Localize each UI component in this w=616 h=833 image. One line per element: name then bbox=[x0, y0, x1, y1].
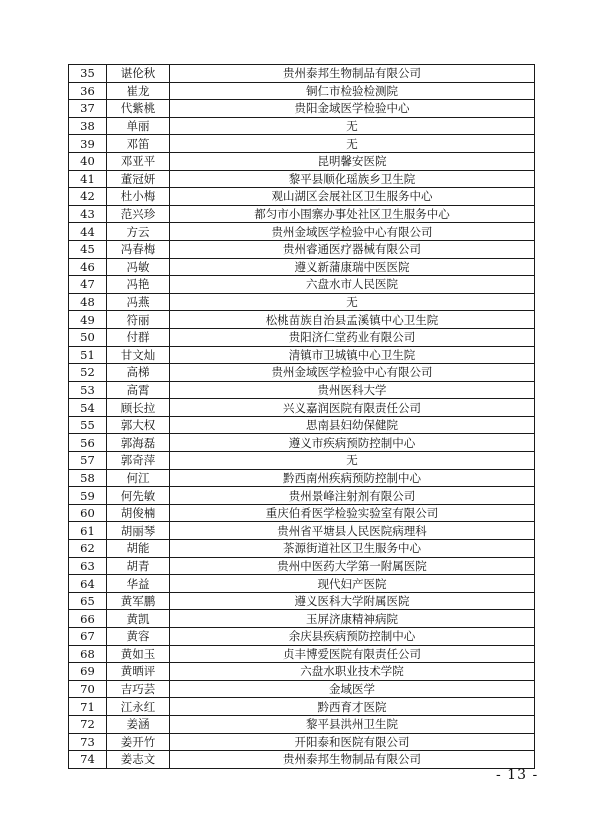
name-cell: 方云 bbox=[107, 223, 170, 241]
unit-cell: 黔西南州疾病预防控制中心 bbox=[170, 469, 535, 487]
name-cell: 郭奇萍 bbox=[107, 452, 170, 470]
unit-cell: 玉屏济康精神病院 bbox=[170, 610, 535, 628]
name-cell: 高霄 bbox=[107, 381, 170, 399]
row-number-cell: 59 bbox=[69, 487, 107, 505]
table-row bbox=[69, 381, 535, 399]
unit-cell: 铜仁市检验检测院 bbox=[170, 82, 535, 100]
table-row bbox=[69, 628, 535, 646]
table-row bbox=[69, 100, 535, 118]
table-row bbox=[69, 117, 535, 135]
table-row bbox=[69, 452, 535, 470]
name-cell: 姜涵 bbox=[107, 715, 170, 733]
name-cell: 谌伦秋 bbox=[107, 65, 170, 83]
row-number-cell: 66 bbox=[69, 610, 107, 628]
row-number-cell: 43 bbox=[69, 205, 107, 223]
unit-cell: 六盘水市人民医院 bbox=[170, 276, 535, 294]
table-row bbox=[69, 434, 535, 452]
name-cell: 姜开竹 bbox=[107, 733, 170, 751]
table-row bbox=[69, 135, 535, 153]
name-cell: 黄如玉 bbox=[107, 645, 170, 663]
table-row bbox=[69, 240, 535, 258]
roster-table bbox=[68, 64, 535, 769]
row-number-cell: 60 bbox=[69, 504, 107, 522]
name-cell: 邓笛 bbox=[107, 135, 170, 153]
unit-cell: 贵州省平塘县人民医院病理科 bbox=[170, 522, 535, 540]
table-row bbox=[69, 698, 535, 716]
unit-cell: 贵州金域医学检验中心有限公司 bbox=[170, 364, 535, 382]
row-number-cell: 56 bbox=[69, 434, 107, 452]
unit-cell: 无 bbox=[170, 452, 535, 470]
name-cell: 胡俊楠 bbox=[107, 504, 170, 522]
unit-cell: 六盘水职业技术学院 bbox=[170, 663, 535, 681]
unit-cell: 松桃苗族自治县孟溪镇中心卫生院 bbox=[170, 311, 535, 329]
unit-cell: 思南县妇幼保健院 bbox=[170, 416, 535, 434]
name-cell: 吉巧芸 bbox=[107, 680, 170, 698]
name-cell: 单丽 bbox=[107, 117, 170, 135]
table-row bbox=[69, 522, 535, 540]
table-row bbox=[69, 733, 535, 751]
unit-cell: 无 bbox=[170, 117, 535, 135]
table-row bbox=[69, 205, 535, 223]
row-number-cell: 73 bbox=[69, 733, 107, 751]
table-row bbox=[69, 328, 535, 346]
unit-cell: 无 bbox=[170, 293, 535, 311]
roster-table-container bbox=[68, 64, 534, 769]
unit-cell: 开阳泰和医院有限公司 bbox=[170, 733, 535, 751]
row-number-cell: 68 bbox=[69, 645, 107, 663]
unit-cell: 贵州景峰注射剂有限公司 bbox=[170, 487, 535, 505]
name-cell: 冯燕 bbox=[107, 293, 170, 311]
unit-cell: 金域医学 bbox=[170, 680, 535, 698]
row-number-cell: 58 bbox=[69, 469, 107, 487]
unit-cell: 贞丰博爱医院有限责任公司 bbox=[170, 645, 535, 663]
unit-cell: 贵州医科大学 bbox=[170, 381, 535, 399]
name-cell: 黄凯 bbox=[107, 610, 170, 628]
table-row bbox=[69, 346, 535, 364]
unit-cell: 黔西育才医院 bbox=[170, 698, 535, 716]
table-row bbox=[69, 82, 535, 100]
unit-cell: 茶源街道社区卫生服务中心 bbox=[170, 540, 535, 558]
table-row bbox=[69, 258, 535, 276]
row-number-cell: 54 bbox=[69, 399, 107, 417]
row-number-cell: 40 bbox=[69, 152, 107, 170]
table-row bbox=[69, 188, 535, 206]
row-number-cell: 35 bbox=[69, 65, 107, 83]
row-number-cell: 41 bbox=[69, 170, 107, 188]
unit-cell: 遵义市疾病预防控制中心 bbox=[170, 434, 535, 452]
table-row bbox=[69, 715, 535, 733]
name-cell: 黄晒评 bbox=[107, 663, 170, 681]
row-number-cell: 51 bbox=[69, 346, 107, 364]
row-number-cell: 70 bbox=[69, 680, 107, 698]
table-row bbox=[69, 610, 535, 628]
unit-cell: 贵州睿通医疗器械有限公司 bbox=[170, 240, 535, 258]
table-row bbox=[69, 487, 535, 505]
row-number-cell: 36 bbox=[69, 82, 107, 100]
roster-table-body bbox=[69, 65, 535, 769]
row-number-cell: 62 bbox=[69, 540, 107, 558]
name-cell: 胡能 bbox=[107, 540, 170, 558]
table-row bbox=[69, 540, 535, 558]
name-cell: 冯艳 bbox=[107, 276, 170, 294]
name-cell: 何江 bbox=[107, 469, 170, 487]
name-cell: 黄容 bbox=[107, 628, 170, 646]
table-row bbox=[69, 276, 535, 294]
name-cell: 邓亚平 bbox=[107, 152, 170, 170]
name-cell: 冯春梅 bbox=[107, 240, 170, 258]
row-number-cell: 48 bbox=[69, 293, 107, 311]
table-row bbox=[69, 293, 535, 311]
unit-cell: 余庆县疾病预防控制中心 bbox=[170, 628, 535, 646]
page-number: - 13 - bbox=[496, 767, 539, 783]
table-row bbox=[69, 751, 535, 769]
unit-cell: 昆明馨安医院 bbox=[170, 152, 535, 170]
name-cell: 代紫桃 bbox=[107, 100, 170, 118]
unit-cell: 兴义嘉润医院有限责任公司 bbox=[170, 399, 535, 417]
name-cell: 杜小梅 bbox=[107, 188, 170, 206]
unit-cell: 黎平县洪州卫生院 bbox=[170, 715, 535, 733]
row-number-cell: 64 bbox=[69, 575, 107, 593]
table-row bbox=[69, 311, 535, 329]
name-cell: 顾长拉 bbox=[107, 399, 170, 417]
unit-cell: 贵州泰邦生物制品有限公司 bbox=[170, 65, 535, 83]
unit-cell: 贵阳济仁堂药业有限公司 bbox=[170, 328, 535, 346]
table-row bbox=[69, 663, 535, 681]
name-cell: 甘文灿 bbox=[107, 346, 170, 364]
row-number-cell: 69 bbox=[69, 663, 107, 681]
unit-cell: 无 bbox=[170, 135, 535, 153]
name-cell: 胡丽琴 bbox=[107, 522, 170, 540]
unit-cell: 贵州金域医学检验中心有限公司 bbox=[170, 223, 535, 241]
row-number-cell: 74 bbox=[69, 751, 107, 769]
unit-cell: 遵义新蒲康瑞中医医院 bbox=[170, 258, 535, 276]
row-number-cell: 45 bbox=[69, 240, 107, 258]
name-cell: 胡青 bbox=[107, 557, 170, 575]
row-number-cell: 42 bbox=[69, 188, 107, 206]
name-cell: 高梯 bbox=[107, 364, 170, 382]
unit-cell: 贵州中医药大学第一附属医院 bbox=[170, 557, 535, 575]
row-number-cell: 61 bbox=[69, 522, 107, 540]
table-row bbox=[69, 680, 535, 698]
row-number-cell: 57 bbox=[69, 452, 107, 470]
name-cell: 冯敏 bbox=[107, 258, 170, 276]
unit-cell: 贵阳金域医学检验中心 bbox=[170, 100, 535, 118]
name-cell: 姜志文 bbox=[107, 751, 170, 769]
name-cell: 黄军鹏 bbox=[107, 592, 170, 610]
row-number-cell: 72 bbox=[69, 715, 107, 733]
name-cell: 华益 bbox=[107, 575, 170, 593]
unit-cell: 遵义医科大学附属医院 bbox=[170, 592, 535, 610]
row-number-cell: 55 bbox=[69, 416, 107, 434]
row-number-cell: 38 bbox=[69, 117, 107, 135]
name-cell: 江永红 bbox=[107, 698, 170, 716]
table-row bbox=[69, 170, 535, 188]
table-row bbox=[69, 65, 535, 83]
name-cell: 付群 bbox=[107, 328, 170, 346]
table-row bbox=[69, 364, 535, 382]
row-number-cell: 53 bbox=[69, 381, 107, 399]
unit-cell: 重庆伯肴医学检验实验室有限公司 bbox=[170, 504, 535, 522]
table-row bbox=[69, 504, 535, 522]
row-number-cell: 52 bbox=[69, 364, 107, 382]
name-cell: 范兴珍 bbox=[107, 205, 170, 223]
table-row bbox=[69, 575, 535, 593]
table-row bbox=[69, 416, 535, 434]
name-cell: 崔龙 bbox=[107, 82, 170, 100]
table-row bbox=[69, 557, 535, 575]
unit-cell: 贵州泰邦生物制品有限公司 bbox=[170, 751, 535, 769]
name-cell: 郭大权 bbox=[107, 416, 170, 434]
unit-cell: 清镇市卫城镇中心卫生院 bbox=[170, 346, 535, 364]
table-row bbox=[69, 592, 535, 610]
row-number-cell: 63 bbox=[69, 557, 107, 575]
name-cell: 董冠妍 bbox=[107, 170, 170, 188]
table-row bbox=[69, 469, 535, 487]
unit-cell: 观山湖区会展社区卫生服务中心 bbox=[170, 188, 535, 206]
row-number-cell: 44 bbox=[69, 223, 107, 241]
row-number-cell: 65 bbox=[69, 592, 107, 610]
unit-cell: 都匀市小围寨办事处社区卫生服务中心 bbox=[170, 205, 535, 223]
row-number-cell: 50 bbox=[69, 328, 107, 346]
row-number-cell: 47 bbox=[69, 276, 107, 294]
table-row bbox=[69, 399, 535, 417]
unit-cell: 黎平县顺化瑶族乡卫生院 bbox=[170, 170, 535, 188]
name-cell: 郭海磊 bbox=[107, 434, 170, 452]
unit-cell: 现代妇产医院 bbox=[170, 575, 535, 593]
row-number-cell: 67 bbox=[69, 628, 107, 646]
row-number-cell: 39 bbox=[69, 135, 107, 153]
name-cell: 符丽 bbox=[107, 311, 170, 329]
table-row bbox=[69, 645, 535, 663]
table-row bbox=[69, 223, 535, 241]
table-row bbox=[69, 152, 535, 170]
name-cell: 何先敏 bbox=[107, 487, 170, 505]
row-number-cell: 46 bbox=[69, 258, 107, 276]
row-number-cell: 49 bbox=[69, 311, 107, 329]
row-number-cell: 37 bbox=[69, 100, 107, 118]
row-number-cell: 71 bbox=[69, 698, 107, 716]
